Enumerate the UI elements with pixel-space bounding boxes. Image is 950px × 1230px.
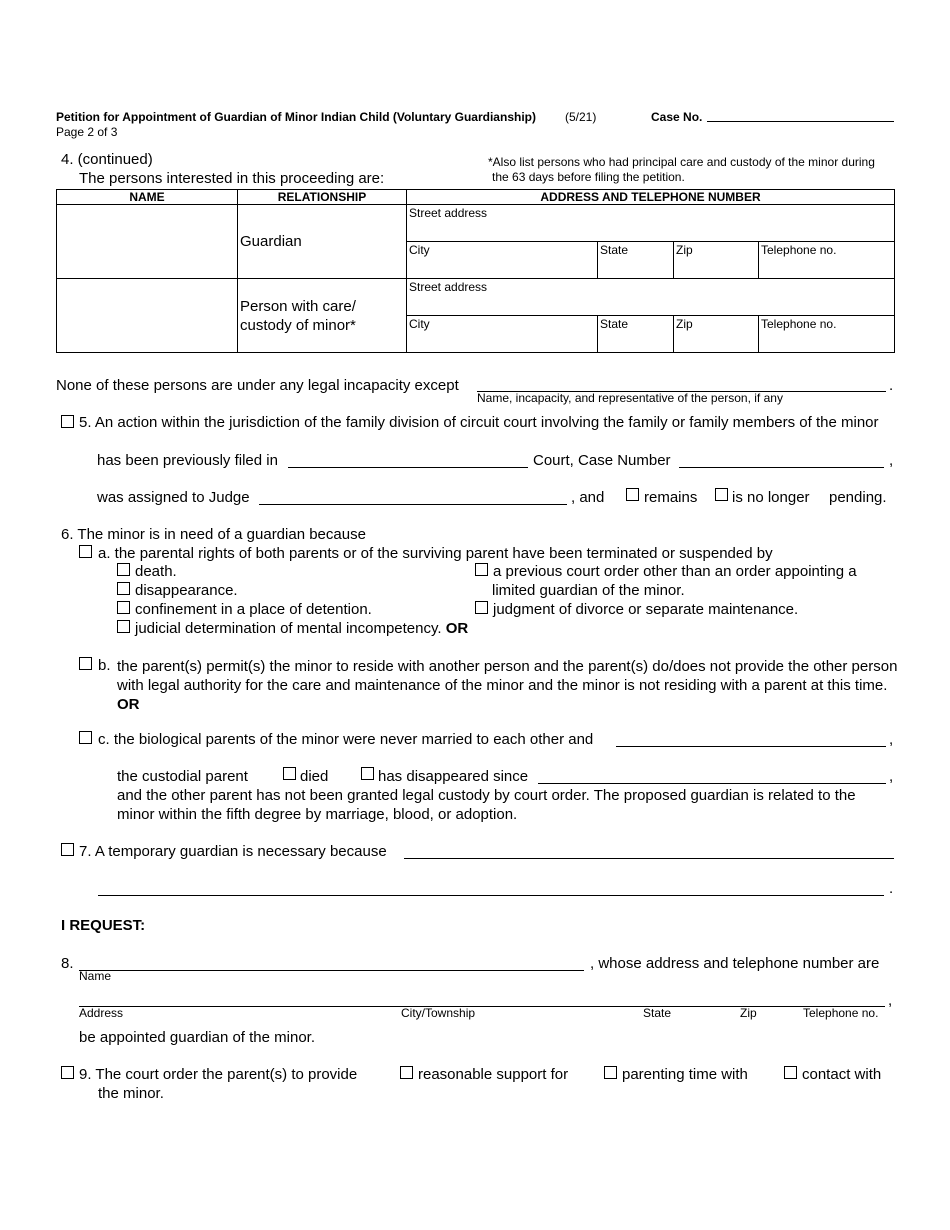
item7-text: 7. A temporary guardian is necessary because [79,843,387,860]
row2-relationship-cell [238,279,407,353]
row2-phone-field[interactable]: Telephone no. [759,316,894,352]
incapacity-text: None of these persons are under any legal incapacity except [56,377,459,394]
item6c-disappeared-checkbox[interactable] [361,767,374,780]
item6c-comma: , [889,731,894,748]
row1-zip-field[interactable]: Zip [674,242,758,278]
item6c-custodial: the custodial parent [117,768,248,785]
item6c-text: c. the biological parents of the minor were never married to each other and [98,731,594,748]
request-appointed: be appointed guardian of the minor. [79,1029,316,1046]
item5-filed-in: has been previously filed in [97,452,278,469]
item5-no-longer: is no longer [732,489,810,506]
col-header-name: NAME [57,190,238,205]
item9-contact-checkbox[interactable] [784,1066,797,1079]
item6a-judicial: judicial determination of mental incompetency. [135,620,442,637]
item9-parenting: parenting time with [622,1066,748,1083]
item6a-disappearance-checkbox[interactable] [117,582,130,595]
item6c-rest-line2: minor within the fifth degree by marriage, blood, or adoption. [117,806,518,823]
item9-support-checkbox[interactable] [400,1066,413,1079]
item4-note-line1: *Also list persons who had principal care and custody of the minor during [488,155,875,169]
row2-city-field[interactable]: City [407,316,597,352]
row1-relationship-cell [238,205,407,279]
item6b-checkbox[interactable] [79,657,92,670]
item6c-checkbox[interactable] [79,731,92,744]
item7-checkbox[interactable] [61,843,74,856]
state-caption: State [643,1006,672,1020]
case-no-input[interactable] [707,105,894,122]
item5-remains-checkbox[interactable] [626,488,639,501]
item9-line2: the minor. [98,1085,164,1102]
row2-state-field[interactable]: State [598,316,673,352]
item6-intro: 6. The minor is in need of a guardian because [61,526,366,543]
incapacity-caption: Name, incapacity, and representative of the person, if any [477,391,783,405]
item6a-divorce: judgment of divorce or separate maintenance. [493,601,799,618]
item6c-comma2: , [889,768,894,785]
form-revision: (5/21) [565,110,597,124]
item5-checkbox[interactable] [61,415,74,428]
row1-state-input[interactable] [598,256,673,278]
item5-and: , and [571,489,605,506]
item9-text: 9. The court order the parent(s) to provide [79,1066,358,1083]
item5-assigned: was assigned to Judge [97,489,250,506]
row2-street-field[interactable]: Street address [407,279,894,315]
item6a-confinement-checkbox[interactable] [117,601,130,614]
item5-court-input[interactable] [288,451,528,468]
item5-court-case: Court, Case Number [533,452,671,469]
row1-city-input[interactable] [407,256,597,278]
item9-checkbox[interactable] [61,1066,74,1079]
row1-phone-input[interactable] [759,256,894,278]
persons-table [56,189,895,353]
item6c-input[interactable] [616,730,886,747]
request-whose: , whose address and telephone number are [590,955,880,972]
item6a-death: death. [135,563,177,580]
item5-judge-input[interactable] [259,488,567,505]
item5-no-longer-checkbox[interactable] [715,488,728,501]
row2-zip-field[interactable]: Zip [674,316,758,352]
row2-relationship-line1: Person with care/ [240,297,356,315]
incapacity-period: . [889,377,894,394]
item6b-label: b. [98,657,111,674]
item6c-died: died [300,768,329,785]
zip-caption: Zip [740,1006,757,1020]
item4-note-line2: the 63 days before filing the petition. [492,170,685,184]
item6c-since-input[interactable] [538,767,886,784]
guardian-name-input[interactable] [79,954,584,971]
request-num: 8. [61,955,74,972]
row1-city-field[interactable]: City [407,242,597,278]
col-header-relationship: RELATIONSHIP [238,190,407,205]
item5-pending: pending. [829,489,887,506]
row1-state-field[interactable]: State [598,242,673,278]
item5-remains: remains [644,489,698,506]
page-number: Page 2 of 3 [56,125,118,139]
item6a-divorce-checkbox[interactable] [475,601,488,614]
item6a-checkbox[interactable] [79,545,92,558]
row1-relationship: Guardian [240,233,302,250]
row2-city-input[interactable] [407,330,597,352]
address-caption: Address [79,1006,124,1020]
row1-phone-field[interactable]: Telephone no. [759,242,894,278]
item6a-text: a. the parental rights of both parents or of the surviving parent have been terminated or suspended by [98,545,773,562]
row1-street-input[interactable] [407,219,894,241]
item6a-prev-order-line1: a previous court order other than an order appointing a [493,563,857,580]
item9-support: reasonable support for [418,1066,569,1083]
item6a-confinement: confinement in a place of detention. [135,601,372,618]
case-no-label: Case No. [651,110,703,124]
item6a-disappearance: disappearance. [135,582,238,599]
item9-parenting-checkbox[interactable] [604,1066,617,1079]
item5-case-number-input[interactable] [679,451,884,468]
item6a-prev-order-line2: limited guardian of the minor. [492,582,685,599]
col-header-address: ADDRESS AND TELEPHONE NUMBER [407,190,895,205]
item5-comma: , [889,452,894,469]
row2-zip-input[interactable] [674,330,758,352]
row2-street-input[interactable] [407,293,894,315]
city-caption: City/Township [401,1006,476,1020]
item6c-rest-line1: and the other parent has not been granted legal custody by court order. The proposed guardian is related to the [117,787,856,804]
item4-label: 4. (continued) [61,151,153,168]
row2-relationship-line2: custody of minor* [240,316,356,334]
item6b-or: OR [117,696,140,713]
row2-name-cell[interactable] [57,279,238,353]
row1-name-cell[interactable] [57,205,238,279]
row2-state-input[interactable] [598,330,673,352]
item4-intro: The persons interested in this proceeding are: [79,170,385,187]
item6c-died-checkbox[interactable] [283,767,296,780]
incapacity-input[interactable] [477,375,886,392]
row1-street-field[interactable]: Street address [407,205,894,241]
item5-text: 5. An action within the jurisdiction of the family division of circuit court involving the family or family members of the minor [79,414,879,431]
guardian-address-input[interactable] [79,990,885,1007]
request-heading: I REQUEST: [61,917,146,934]
row2-phone-input[interactable] [759,330,894,352]
item6a-death-checkbox[interactable] [117,563,130,576]
item7-period: . [889,880,894,897]
item6a-judicial-checkbox[interactable] [117,620,130,633]
address-comma: , [888,992,893,1009]
item6a-or: OR [445,620,469,637]
item6a-prev-order-checkbox[interactable] [475,563,488,576]
form-title: Petition for Appointment of Guardian of Minor Indian Child (Voluntary Guardianship) [56,110,536,124]
item7-reason-input-2[interactable] [98,879,884,896]
item6b-text: the parent(s) permit(s) the minor to reside with another person and the parent(s) do/does not provide the other person with legal authority for the care and maintenance of the minor and the minor is not residing with a parent at this time. [117,658,898,694]
item7-reason-input[interactable] [404,842,894,859]
item6c-disappeared: has disappeared since [378,768,529,785]
item9-contact: contact with [802,1066,882,1083]
guardian-name-caption: Name [79,969,112,983]
phone-caption: Telephone no. [803,1006,879,1020]
row1-zip-input[interactable] [674,256,758,278]
